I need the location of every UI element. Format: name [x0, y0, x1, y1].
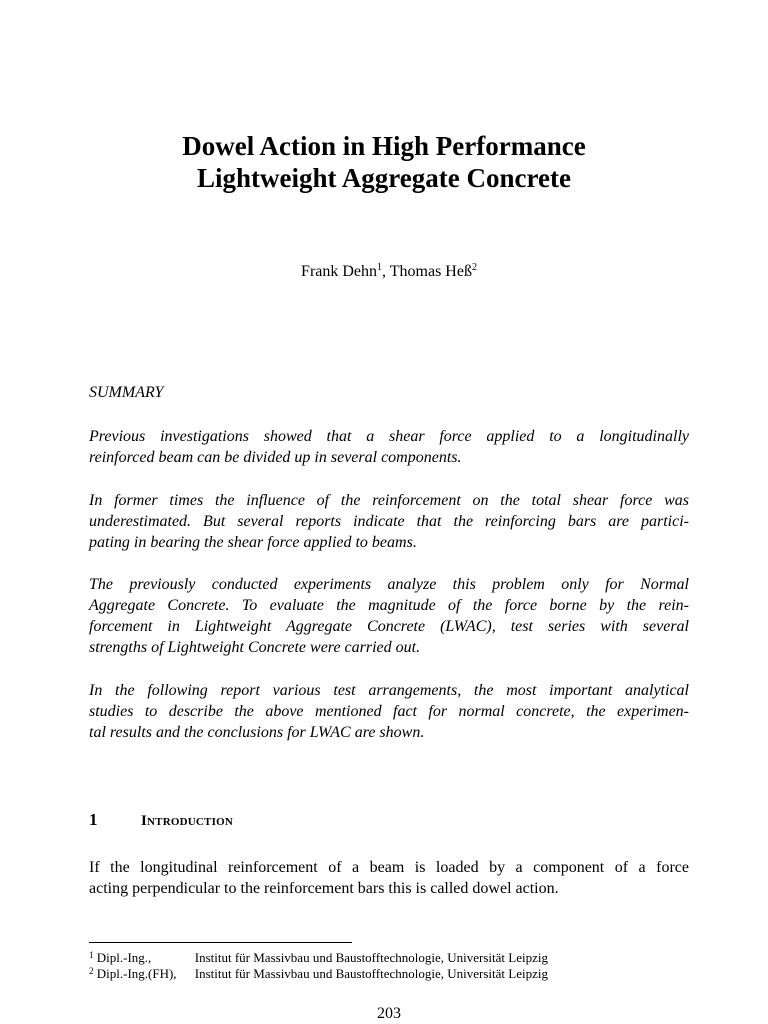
section-number: 1 — [89, 810, 98, 829]
author-footnote-mark-2: 2 — [471, 262, 477, 273]
author-line — [0, 262, 768, 282]
footnote-mark: 1 — [89, 950, 94, 960]
footnotes — [89, 950, 548, 982]
text-line: tal results and the conclusions for LWAC are shown. — [89, 724, 425, 741]
footnote-1 — [89, 950, 548, 966]
footnote-2 — [89, 966, 548, 982]
footnote-degree: Dipl.-Ing., — [96, 950, 152, 965]
section-heading-introduction — [89, 808, 233, 833]
text-line: studies to describe the above mentioned fact for normal concrete, the experimen- — [89, 703, 689, 720]
text-line: strengths of Lightweight Concrete were carried out. — [89, 639, 421, 656]
section-title: Introduction — [141, 813, 233, 829]
page-number: 203 — [377, 1005, 401, 1022]
text-line: If the longitudinal reinforcement of a beam is loaded by a component of a force — [89, 859, 689, 876]
footnote-divider — [89, 942, 352, 943]
footnote-affiliation: Institut für Massivbau und Baustofftechnologie, Universität Leipzig — [194, 950, 548, 965]
paper-title-line-1: Dowel Action in High Performance — [182, 131, 586, 161]
author-name-2: Thomas Heß — [389, 263, 472, 280]
summary-heading: SUMMARY — [89, 384, 164, 401]
text-line: The previously conducted experiments analyze this problem only for Normal — [89, 576, 689, 593]
text-line: Aggregate Concrete. To evaluate the magnitude of the force borne by the rein- — [89, 597, 689, 614]
text-line: forcement in Lightweight Aggregate Concrete (LWAC), test series with several — [89, 618, 689, 635]
summary-paragraph-2 — [89, 490, 689, 553]
author-footnote-mark-1: 1 — [377, 262, 383, 273]
text-line: In former times the influence of the reinforcement on the total shear force was — [89, 492, 689, 509]
paper-title — [0, 130, 768, 194]
author-name-1: Frank Dehn — [301, 263, 378, 280]
introduction-paragraph — [89, 857, 689, 899]
text-line: underestimated. But several reports indicate that the reinforcing bars are partici- — [89, 513, 689, 530]
text-line: acting perpendicular to the reinforcement bars this is called dowel action. — [89, 880, 559, 897]
footnote-affiliation: Institut für Massivbau und Baustofftechnologie, Universität Leipzig — [194, 966, 548, 981]
paper-title-line-2: Lightweight Aggregate Concrete — [197, 163, 571, 193]
summary-paragraph-3 — [89, 574, 689, 658]
text-line: reinforced beam can be divided up in several components. — [89, 449, 462, 466]
author-separator: , — [382, 263, 390, 280]
text-line: pating in bearing the shear force applied to beams. — [89, 534, 417, 551]
text-line: Previous investigations showed that a shear force applied to a longitudinally — [89, 428, 689, 445]
footnote-mark: 2 — [89, 966, 94, 976]
text-line: In the following report various test arrangements, the most important analytical — [89, 682, 689, 699]
summary-paragraph-4 — [89, 680, 689, 743]
summary-paragraph-1 — [89, 426, 689, 468]
footnote-degree: Dipl.-Ing.(FH), — [96, 966, 177, 981]
